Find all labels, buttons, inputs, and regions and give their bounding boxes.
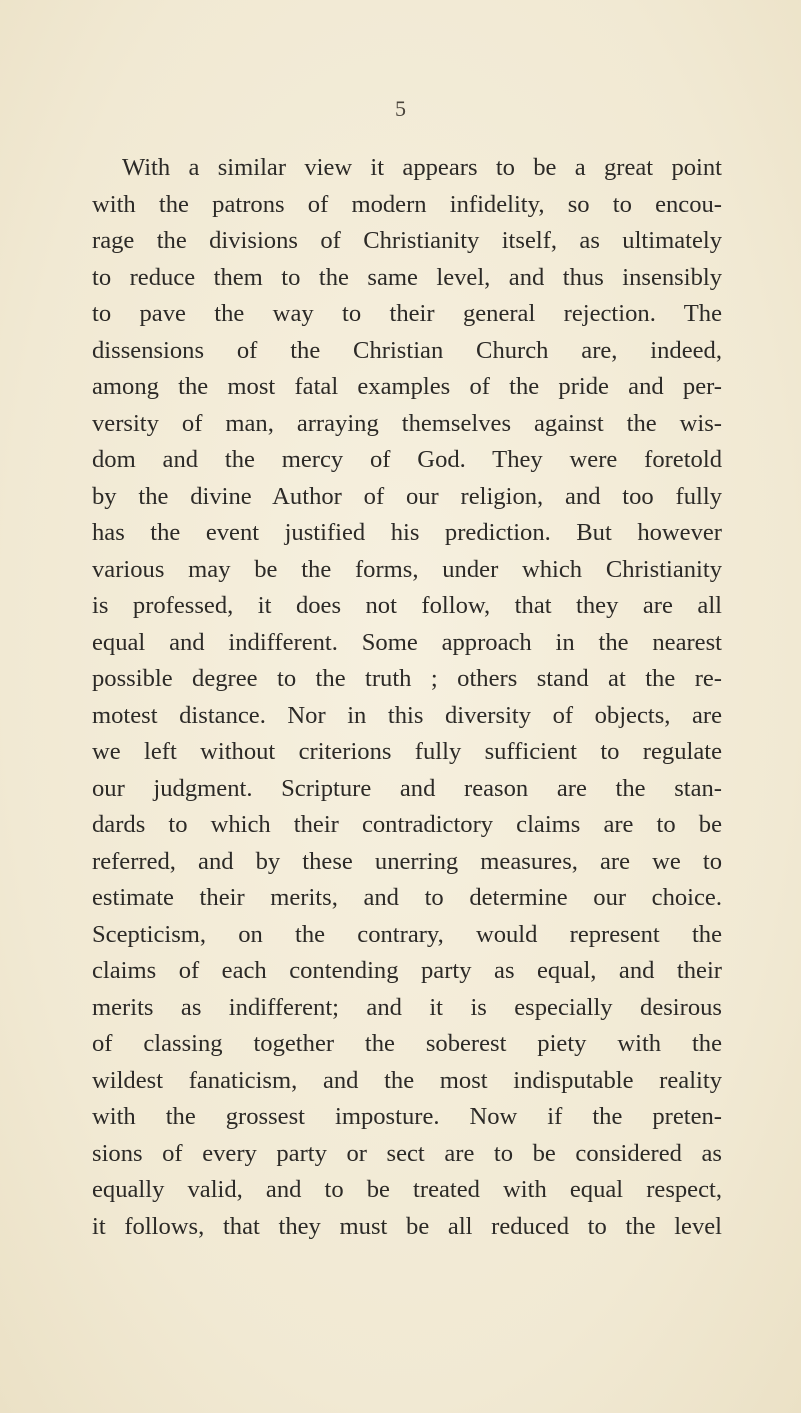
text-line: among the most fatal examples of the pride and per- (92, 373, 722, 400)
text-line: wildest fanaticism, and the most indisputable reality (92, 1066, 722, 1094)
text-line: rage the divisions of Christianity itself, as ultimately (92, 227, 722, 254)
text-line: With a similar view it appears to be a great point (122, 154, 722, 181)
text-line: dissensions of the Christian Church are, indeed, (92, 336, 722, 364)
text-line: our judgment. Scripture and reason are the stan- (92, 774, 722, 802)
text-line: various may be the forms, under which Christianity (92, 555, 722, 583)
text-line: with the patrons of modern infidelity, so to encou- (92, 190, 722, 218)
text-line: to pave the way to their general rejection. The (92, 300, 722, 327)
page-number: 5 (395, 96, 406, 121)
text-line: referred, and by these unerring measures, are we to (92, 847, 722, 875)
text-line: Scepticism, on the contrary, would represent the (92, 920, 722, 948)
text-line: is professed, it does not follow, that they are all (92, 592, 722, 619)
text-line: sions of every party or sect are to be considered as (92, 1139, 722, 1167)
text-line: claims of each contending party as equal, and their (92, 957, 722, 984)
text-line: we left without criterions fully sufficient to regulate (92, 738, 722, 765)
text-line: with the grossest imposture. Now if the preten- (92, 1103, 722, 1130)
text-line: versity of man, arraying themselves against the wis- (92, 409, 722, 437)
text-line: dards to which their contradictory claims are to be (92, 811, 722, 838)
text-line: motest distance. Nor in this diversity of objects, are (92, 701, 722, 729)
text-line: dom and the mercy of God. They were foretold (92, 446, 722, 473)
text-line: possible degree to the truth ; others stand at the re- (92, 665, 722, 692)
text-line: by the divine Author of our religion, and too fully (92, 482, 722, 510)
text-line: has the event justified his prediction. But however (92, 519, 722, 546)
text-line: equally valid, and to be treated with equal respect, (92, 1176, 722, 1203)
text-line: equal and indifferent. Some approach in the nearest (92, 628, 722, 656)
text-line: of classing together the soberest piety with the (92, 1030, 722, 1057)
text-line: estimate their merits, and to determine our choice. (92, 884, 722, 911)
text-line: it follows, that they must be all reduced to the level (92, 1212, 722, 1240)
body-paragraph (92, 150, 722, 1245)
text-line: merits as indifferent; and it is especially desirous (92, 993, 722, 1021)
text-line: to reduce them to the same level, and thus insensibly (92, 263, 722, 291)
